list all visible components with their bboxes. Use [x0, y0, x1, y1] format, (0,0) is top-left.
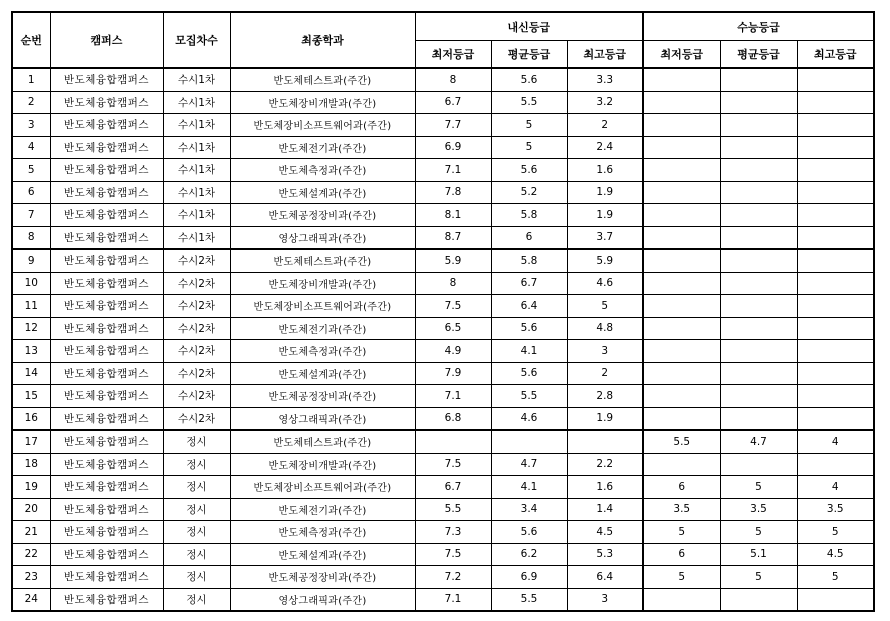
table-row [12, 498, 874, 521]
cell-major: 반도체전기과(주간) [230, 317, 415, 340]
table-row [12, 407, 874, 430]
cell-naesin-max: 1.6 [567, 476, 643, 499]
cell-campus: 반도체융합캠퍼스 [50, 543, 163, 566]
cell-naesin-min: 6.5 [415, 317, 491, 340]
cell-naesin-avg: 6.2 [491, 543, 567, 566]
cell-major: 반도체테스트과(주간) [230, 430, 415, 453]
cell-naesin-avg: 4.1 [491, 476, 567, 499]
cell-naesin-max: 1.6 [567, 159, 643, 182]
cell-suneung-min [643, 249, 720, 272]
cell-round: 정시 [163, 476, 230, 499]
cell-suneung-avg: 5 [720, 566, 797, 589]
cell-naesin-max: 2.4 [567, 136, 643, 159]
cell-suneung-min [643, 453, 720, 476]
cell-suneung-avg [720, 385, 797, 408]
cell-naesin-avg: 5.8 [491, 249, 567, 272]
cell-suneung-avg [720, 407, 797, 430]
cell-no: 9 [12, 249, 50, 272]
cell-naesin-avg: 5.8 [491, 204, 567, 227]
cell-suneung-max [797, 114, 874, 137]
cell-naesin-avg: 3.4 [491, 498, 567, 521]
cell-round: 수시2차 [163, 272, 230, 295]
cell-round: 정시 [163, 453, 230, 476]
cell-round: 수시2차 [163, 317, 230, 340]
cell-naesin-avg: 6.9 [491, 566, 567, 589]
table-row [12, 476, 874, 499]
cell-no: 5 [12, 159, 50, 182]
cell-major: 반도체전기과(주간) [230, 136, 415, 159]
cell-no: 14 [12, 362, 50, 385]
cell-naesin-max: 1.9 [567, 181, 643, 204]
table-row [12, 588, 874, 611]
cell-suneung-avg [720, 317, 797, 340]
cell-suneung-avg [720, 272, 797, 295]
cell-suneung-max: 4 [797, 430, 874, 453]
cell-naesin-min: 6.7 [415, 91, 491, 114]
cell-naesin-max: 2 [567, 114, 643, 137]
cell-naesin-avg: 5.6 [491, 362, 567, 385]
cell-suneung-min [643, 362, 720, 385]
cell-naesin-max: 3.7 [567, 226, 643, 249]
cell-no: 16 [12, 407, 50, 430]
table-row [12, 181, 874, 204]
cell-suneung-max [797, 91, 874, 114]
cell-major: 반도체설계과(주간) [230, 543, 415, 566]
table-body [12, 68, 874, 611]
table-row [12, 114, 874, 137]
cell-naesin-avg: 6.4 [491, 295, 567, 318]
cell-major: 반도체설계과(주간) [230, 181, 415, 204]
cell-campus: 반도체융합캠퍼스 [50, 272, 163, 295]
cell-naesin-min: 7.3 [415, 521, 491, 544]
cell-suneung-avg [720, 362, 797, 385]
cell-no: 3 [12, 114, 50, 137]
cell-major: 반도체장비소프트웨어과(주간) [230, 476, 415, 499]
cell-naesin-avg: 4.1 [491, 340, 567, 363]
cell-suneung-avg: 5 [720, 521, 797, 544]
cell-naesin-max: 4.8 [567, 317, 643, 340]
cell-suneung-avg [720, 136, 797, 159]
cell-naesin-min: 8.7 [415, 226, 491, 249]
cell-suneung-min [643, 588, 720, 611]
cell-no: 15 [12, 385, 50, 408]
table-row [12, 68, 874, 91]
cell-suneung-avg [720, 588, 797, 611]
cell-campus: 반도체융합캠퍼스 [50, 453, 163, 476]
cell-naesin-min: 7.9 [415, 362, 491, 385]
cell-round: 정시 [163, 521, 230, 544]
cell-no: 11 [12, 295, 50, 318]
cell-major: 반도체측정과(주간) [230, 340, 415, 363]
cell-suneung-avg: 4.7 [720, 430, 797, 453]
cell-campus: 반도체융합캠퍼스 [50, 226, 163, 249]
cell-naesin-min: 7.7 [415, 114, 491, 137]
cell-naesin-avg: 5.6 [491, 521, 567, 544]
cell-campus: 반도체융합캠퍼스 [50, 498, 163, 521]
cell-suneung-min [643, 68, 720, 91]
cell-suneung-avg [720, 114, 797, 137]
cell-major: 영상그래픽과(주간) [230, 588, 415, 611]
cell-no: 24 [12, 588, 50, 611]
cell-no: 17 [12, 430, 50, 453]
cell-naesin-avg: 4.6 [491, 407, 567, 430]
cell-suneung-max [797, 385, 874, 408]
header-naesin-avg: 평균등급 [491, 41, 567, 69]
cell-major: 영상그래픽과(주간) [230, 407, 415, 430]
cell-no: 23 [12, 566, 50, 589]
header-major: 최종학과 [230, 12, 415, 68]
cell-no: 19 [12, 476, 50, 499]
cell-suneung-min: 5.5 [643, 430, 720, 453]
cell-suneung-avg: 3.5 [720, 498, 797, 521]
cell-suneung-max [797, 317, 874, 340]
cell-naesin-max: 3.2 [567, 91, 643, 114]
cell-major: 반도체공정장비과(주간) [230, 204, 415, 227]
cell-round: 수시1차 [163, 204, 230, 227]
cell-suneung-min [643, 204, 720, 227]
cell-naesin-min: 8.1 [415, 204, 491, 227]
table-row [12, 566, 874, 589]
cell-suneung-max [797, 453, 874, 476]
cell-round: 수시2차 [163, 340, 230, 363]
cell-major: 영상그래픽과(주간) [230, 226, 415, 249]
table-row [12, 204, 874, 227]
cell-naesin-min: 4.9 [415, 340, 491, 363]
cell-naesin-max: 5.3 [567, 543, 643, 566]
cell-naesin-max: 1.9 [567, 407, 643, 430]
table-row [12, 295, 874, 318]
cell-naesin-min: 6.8 [415, 407, 491, 430]
cell-suneung-avg [720, 226, 797, 249]
cell-campus: 반도체융합캠퍼스 [50, 114, 163, 137]
cell-suneung-avg [720, 249, 797, 272]
cell-campus: 반도체융합캠퍼스 [50, 385, 163, 408]
cell-suneung-max: 4.5 [797, 543, 874, 566]
cell-campus: 반도체융합캠퍼스 [50, 136, 163, 159]
cell-campus: 반도체융합캠퍼스 [50, 295, 163, 318]
cell-round: 수시1차 [163, 159, 230, 182]
cell-no: 13 [12, 340, 50, 363]
cell-campus: 반도체융합캠퍼스 [50, 476, 163, 499]
cell-major: 반도체테스트과(주간) [230, 249, 415, 272]
cell-naesin-max: 6.4 [567, 566, 643, 589]
cell-campus: 반도체융합캠퍼스 [50, 91, 163, 114]
cell-round: 정시 [163, 566, 230, 589]
cell-suneung-max: 5 [797, 566, 874, 589]
cell-major: 반도체공정장비과(주간) [230, 566, 415, 589]
cell-naesin-min: 7.1 [415, 588, 491, 611]
cell-naesin-avg: 5.5 [491, 588, 567, 611]
cell-suneung-avg [720, 68, 797, 91]
cell-naesin-max: 1.9 [567, 204, 643, 227]
cell-round: 수시1차 [163, 226, 230, 249]
cell-major: 반도체전기과(주간) [230, 498, 415, 521]
cell-round: 정시 [163, 498, 230, 521]
cell-suneung-avg [720, 181, 797, 204]
cell-suneung-max [797, 272, 874, 295]
cell-naesin-max [567, 430, 643, 453]
cell-round: 수시1차 [163, 136, 230, 159]
cell-no: 6 [12, 181, 50, 204]
cell-naesin-max: 1.4 [567, 498, 643, 521]
header-suneung-avg: 평균등급 [720, 41, 797, 69]
cell-suneung-max [797, 204, 874, 227]
cell-suneung-avg [720, 340, 797, 363]
table-row [12, 453, 874, 476]
cell-naesin-max: 5 [567, 295, 643, 318]
table-row [12, 430, 874, 453]
cell-suneung-min: 6 [643, 543, 720, 566]
cell-naesin-avg: 5 [491, 136, 567, 159]
admissions-grade-table [11, 11, 875, 612]
cell-campus: 반도체융합캠퍼스 [50, 588, 163, 611]
cell-suneung-min [643, 136, 720, 159]
cell-naesin-max: 4.6 [567, 272, 643, 295]
cell-suneung-min [643, 272, 720, 295]
cell-round: 수시2차 [163, 249, 230, 272]
cell-suneung-max [797, 249, 874, 272]
cell-suneung-avg [720, 204, 797, 227]
cell-round: 정시 [163, 543, 230, 566]
cell-naesin-max: 2.2 [567, 453, 643, 476]
cell-campus: 반도체융합캠퍼스 [50, 181, 163, 204]
cell-naesin-max: 5.9 [567, 249, 643, 272]
cell-suneung-max [797, 159, 874, 182]
table-row [12, 317, 874, 340]
cell-suneung-avg: 5 [720, 476, 797, 499]
cell-naesin-min: 7.2 [415, 566, 491, 589]
header-naesin-group: 내신등급 [415, 12, 643, 41]
cell-no: 12 [12, 317, 50, 340]
cell-no: 4 [12, 136, 50, 159]
cell-round: 수시1차 [163, 114, 230, 137]
cell-naesin-min: 7.5 [415, 453, 491, 476]
cell-suneung-max: 3.5 [797, 498, 874, 521]
cell-round: 수시2차 [163, 407, 230, 430]
header-no: 순번 [12, 12, 50, 68]
cell-naesin-avg: 5 [491, 114, 567, 137]
cell-suneung-min [643, 407, 720, 430]
header-naesin-min: 최저등급 [415, 41, 491, 69]
cell-naesin-max: 3 [567, 588, 643, 611]
cell-campus: 반도체융합캠퍼스 [50, 521, 163, 544]
table-row [12, 340, 874, 363]
cell-major: 반도체장비소프트웨어과(주간) [230, 295, 415, 318]
cell-campus: 반도체융합캠퍼스 [50, 430, 163, 453]
cell-major: 반도체측정과(주간) [230, 159, 415, 182]
cell-round: 수시2차 [163, 295, 230, 318]
cell-suneung-avg [720, 159, 797, 182]
cell-no: 7 [12, 204, 50, 227]
cell-naesin-avg: 6.7 [491, 272, 567, 295]
cell-naesin-min: 5.9 [415, 249, 491, 272]
header-suneung-group: 수능등급 [643, 12, 874, 41]
cell-suneung-min: 3.5 [643, 498, 720, 521]
cell-naesin-min: 7.8 [415, 181, 491, 204]
header-campus: 캠퍼스 [50, 12, 163, 68]
cell-naesin-min: 6.7 [415, 476, 491, 499]
cell-suneung-avg: 5.1 [720, 543, 797, 566]
cell-campus: 반도체융합캠퍼스 [50, 407, 163, 430]
table-row [12, 385, 874, 408]
cell-naesin-min: 8 [415, 68, 491, 91]
cell-naesin-avg: 5.5 [491, 385, 567, 408]
cell-campus: 반도체융합캠퍼스 [50, 340, 163, 363]
cell-naesin-avg: 4.7 [491, 453, 567, 476]
cell-suneung-max [797, 181, 874, 204]
cell-no: 20 [12, 498, 50, 521]
cell-campus: 반도체융합캠퍼스 [50, 249, 163, 272]
cell-naesin-avg: 5.6 [491, 159, 567, 182]
header-round: 모집차수 [163, 12, 230, 68]
cell-major: 반도체테스트과(주간) [230, 68, 415, 91]
cell-suneung-min [643, 159, 720, 182]
cell-naesin-avg: 5.6 [491, 317, 567, 340]
cell-suneung-min [643, 340, 720, 363]
cell-naesin-max: 2.8 [567, 385, 643, 408]
cell-round: 수시1차 [163, 181, 230, 204]
cell-naesin-min: 6.9 [415, 136, 491, 159]
cell-suneung-min [643, 91, 720, 114]
table-row [12, 521, 874, 544]
cell-naesin-min: 7.1 [415, 159, 491, 182]
header-naesin-max: 최고등급 [567, 41, 643, 69]
cell-suneung-min [643, 181, 720, 204]
cell-suneung-max: 4 [797, 476, 874, 499]
cell-suneung-max [797, 362, 874, 385]
table-row [12, 543, 874, 566]
cell-major: 반도체장비소프트웨어과(주간) [230, 114, 415, 137]
cell-suneung-avg [720, 295, 797, 318]
cell-naesin-min: 7.5 [415, 543, 491, 566]
cell-suneung-min [643, 295, 720, 318]
cell-suneung-avg [720, 453, 797, 476]
cell-suneung-min [643, 114, 720, 137]
cell-major: 반도체설계과(주간) [230, 362, 415, 385]
header-suneung-max: 최고등급 [797, 41, 874, 69]
table-row [12, 91, 874, 114]
cell-round: 정시 [163, 588, 230, 611]
cell-suneung-max [797, 68, 874, 91]
cell-suneung-avg [720, 91, 797, 114]
cell-suneung-max [797, 226, 874, 249]
cell-naesin-avg: 5.6 [491, 68, 567, 91]
table-row [12, 249, 874, 272]
table-header [12, 12, 874, 68]
cell-round: 수시2차 [163, 385, 230, 408]
cell-campus: 반도체융합캠퍼스 [50, 362, 163, 385]
cell-naesin-avg [491, 430, 567, 453]
table-row [12, 136, 874, 159]
cell-naesin-avg: 5.5 [491, 91, 567, 114]
cell-campus: 반도체융합캠퍼스 [50, 317, 163, 340]
cell-round: 수시2차 [163, 362, 230, 385]
cell-suneung-min [643, 385, 720, 408]
cell-no: 10 [12, 272, 50, 295]
cell-naesin-min: 5.5 [415, 498, 491, 521]
cell-suneung-max [797, 295, 874, 318]
cell-naesin-min [415, 430, 491, 453]
header-suneung-min: 최저등급 [643, 41, 720, 69]
cell-round: 수시1차 [163, 68, 230, 91]
cell-suneung-min [643, 226, 720, 249]
cell-naesin-max: 2 [567, 362, 643, 385]
cell-no: 22 [12, 543, 50, 566]
cell-suneung-min: 6 [643, 476, 720, 499]
cell-naesin-avg: 6 [491, 226, 567, 249]
cell-suneung-max [797, 407, 874, 430]
cell-major: 반도체장비개발과(주간) [230, 453, 415, 476]
cell-major: 반도체측정과(주간) [230, 521, 415, 544]
cell-major: 반도체공정장비과(주간) [230, 385, 415, 408]
cell-naesin-min: 7.1 [415, 385, 491, 408]
cell-suneung-max: 5 [797, 521, 874, 544]
cell-naesin-min: 7.5 [415, 295, 491, 318]
cell-no: 18 [12, 453, 50, 476]
cell-major: 반도체장비개발과(주간) [230, 272, 415, 295]
cell-no: 8 [12, 226, 50, 249]
cell-suneung-max [797, 588, 874, 611]
table-row [12, 362, 874, 385]
cell-naesin-max: 3.3 [567, 68, 643, 91]
cell-campus: 반도체융합캠퍼스 [50, 159, 163, 182]
cell-suneung-max [797, 136, 874, 159]
cell-naesin-min: 8 [415, 272, 491, 295]
cell-suneung-min [643, 317, 720, 340]
cell-no: 1 [12, 68, 50, 91]
cell-naesin-avg: 5.2 [491, 181, 567, 204]
cell-suneung-min: 5 [643, 521, 720, 544]
table-row [12, 226, 874, 249]
cell-round: 수시1차 [163, 91, 230, 114]
cell-suneung-min: 5 [643, 566, 720, 589]
cell-no: 2 [12, 91, 50, 114]
cell-campus: 반도체융합캠퍼스 [50, 68, 163, 91]
cell-major: 반도체장비개발과(주간) [230, 91, 415, 114]
table-row [12, 159, 874, 182]
cell-round: 정시 [163, 430, 230, 453]
cell-no: 21 [12, 521, 50, 544]
cell-campus: 반도체융합캠퍼스 [50, 204, 163, 227]
cell-campus: 반도체융합캠퍼스 [50, 566, 163, 589]
table-row [12, 272, 874, 295]
cell-suneung-max [797, 340, 874, 363]
cell-naesin-max: 3 [567, 340, 643, 363]
cell-naesin-max: 4.5 [567, 521, 643, 544]
